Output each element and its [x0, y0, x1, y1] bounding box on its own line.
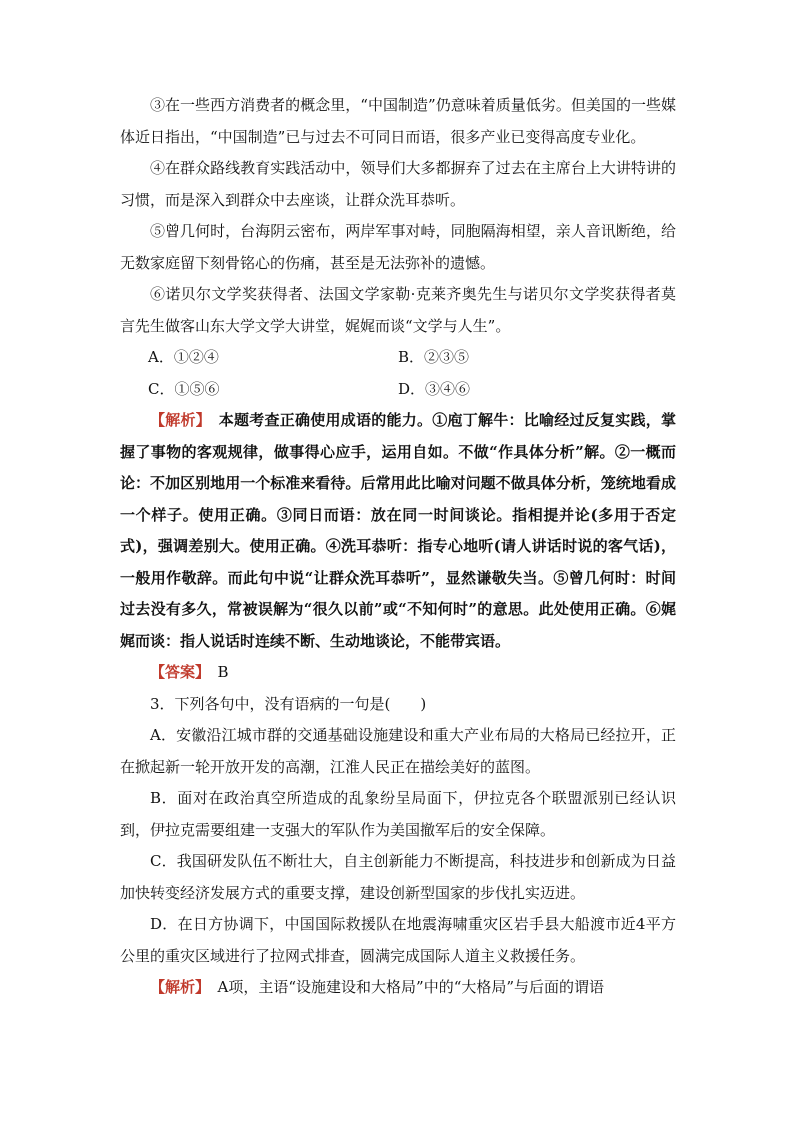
analysis-label-2: 【解析】	[150, 978, 203, 996]
option-a: A．①②④	[148, 348, 219, 366]
analysis-block-1	[120, 405, 676, 657]
question-3-option-c: C．我国研发队伍不断壮大，自主创新能力不断提高，科技进步和创新成为日益加快转变经济发展方式的重要支撑，建设创新型国家的步伐扎实迈进。	[120, 852, 676, 902]
page-content	[120, 90, 676, 1004]
option-row-2	[120, 374, 676, 406]
sentence-4: ④在群众路线教育实践活动中，领导们大多都摒弃了过去在主席台上大讲特讲的习惯，而是深入到群众中去座谈，让群众洗耳恭听。	[120, 159, 676, 209]
analysis-text-2: A项，主语“设施建设和大格局”中的“大格局”与后面的谓语	[217, 978, 605, 996]
option-d: D．③④⑥	[398, 379, 471, 398]
sentence-6: ⑥诺贝尔文学奖获得者、法国文学家勒·克莱齐奥先生与诺贝尔文学奖获得者莫言先生做客山东大学文学大讲堂，娓娓而谈“文学与人生”。	[120, 285, 676, 335]
analysis-label: 【解析】	[150, 411, 204, 429]
question-3-stem: 3．下列各句中，没有语病的一句是( )	[150, 694, 427, 713]
answer-value: B	[217, 663, 229, 681]
analysis-block-2	[120, 972, 676, 1004]
option-c: C．①⑤⑥	[148, 379, 220, 398]
question-3-option-a: A．安徽沿江城市群的交通基础设施建设和重大产业布局的大格局已经拉开，正在掀起新一轮开放开发的高潮，江淮人民正在描绘美好的蓝图。	[120, 726, 676, 776]
option-row-1	[120, 342, 676, 374]
sentence-5: ⑤曾几何时，台海阴云密布，两岸军事对峙，同胞隔海相望，亲人音讯断绝，给无数家庭留下刻骨铭心的伤痛，甚至是无法弥补的遗憾。	[120, 222, 676, 272]
question-3-option-b: B．面对在政治真空所造成的乱象纷呈局面下，伊拉克各个联盟派别已经认识到，伊拉克需要组建一支强大的军队作为美国撤军后的安全保障。	[120, 789, 676, 839]
answer-block	[120, 657, 676, 689]
answer-label: 【答案】	[150, 663, 203, 681]
sentence-3: ③在一些西方消费者的概念里，“中国制造”仍意味着质量低劣。但美国的一些媒体近日指出，“中国制造”已与过去不可同日而语，很多产业已变得高度专业化。	[120, 96, 676, 146]
analysis-text: 本题考查正确使用成语的能力。①庖丁解牛：比喻经过反复实践，掌握了事物的客观规律，做事得心应手，运用自如。不做“作具体分析”解。②一概而论：不加区别地用一个标准来看待。后常用此比喻对问题不做具体分析，笼统地看成一个样子。使用正确。③同日而语：放在同一时间谈论。指相提并论(多用于否定式)，强调差别大。使用正确。④洗耳恭听：指专心地听(请人讲话时说的客气话)，一般用作敬辞。而此句中说“让群众洗耳恭听”，显然谦敬失当。⑤曾几何时：时间过去没有多久，常被误解为“很久以前”或“不知何时”的意思。此处使用正确。⑥娓娓而谈：指人说话时连续不断、生动地谈论，不能带宾语。	[120, 411, 676, 650]
question-3-option-d: D．在日方协调下，中国国际救援队在地震海啸重灾区岩手县大船渡市近4平方公里的重灾区域进行了拉网式排查，圆满完成国际人道主义救援任务。	[120, 915, 676, 965]
option-b: B．②③⑤	[398, 348, 470, 366]
